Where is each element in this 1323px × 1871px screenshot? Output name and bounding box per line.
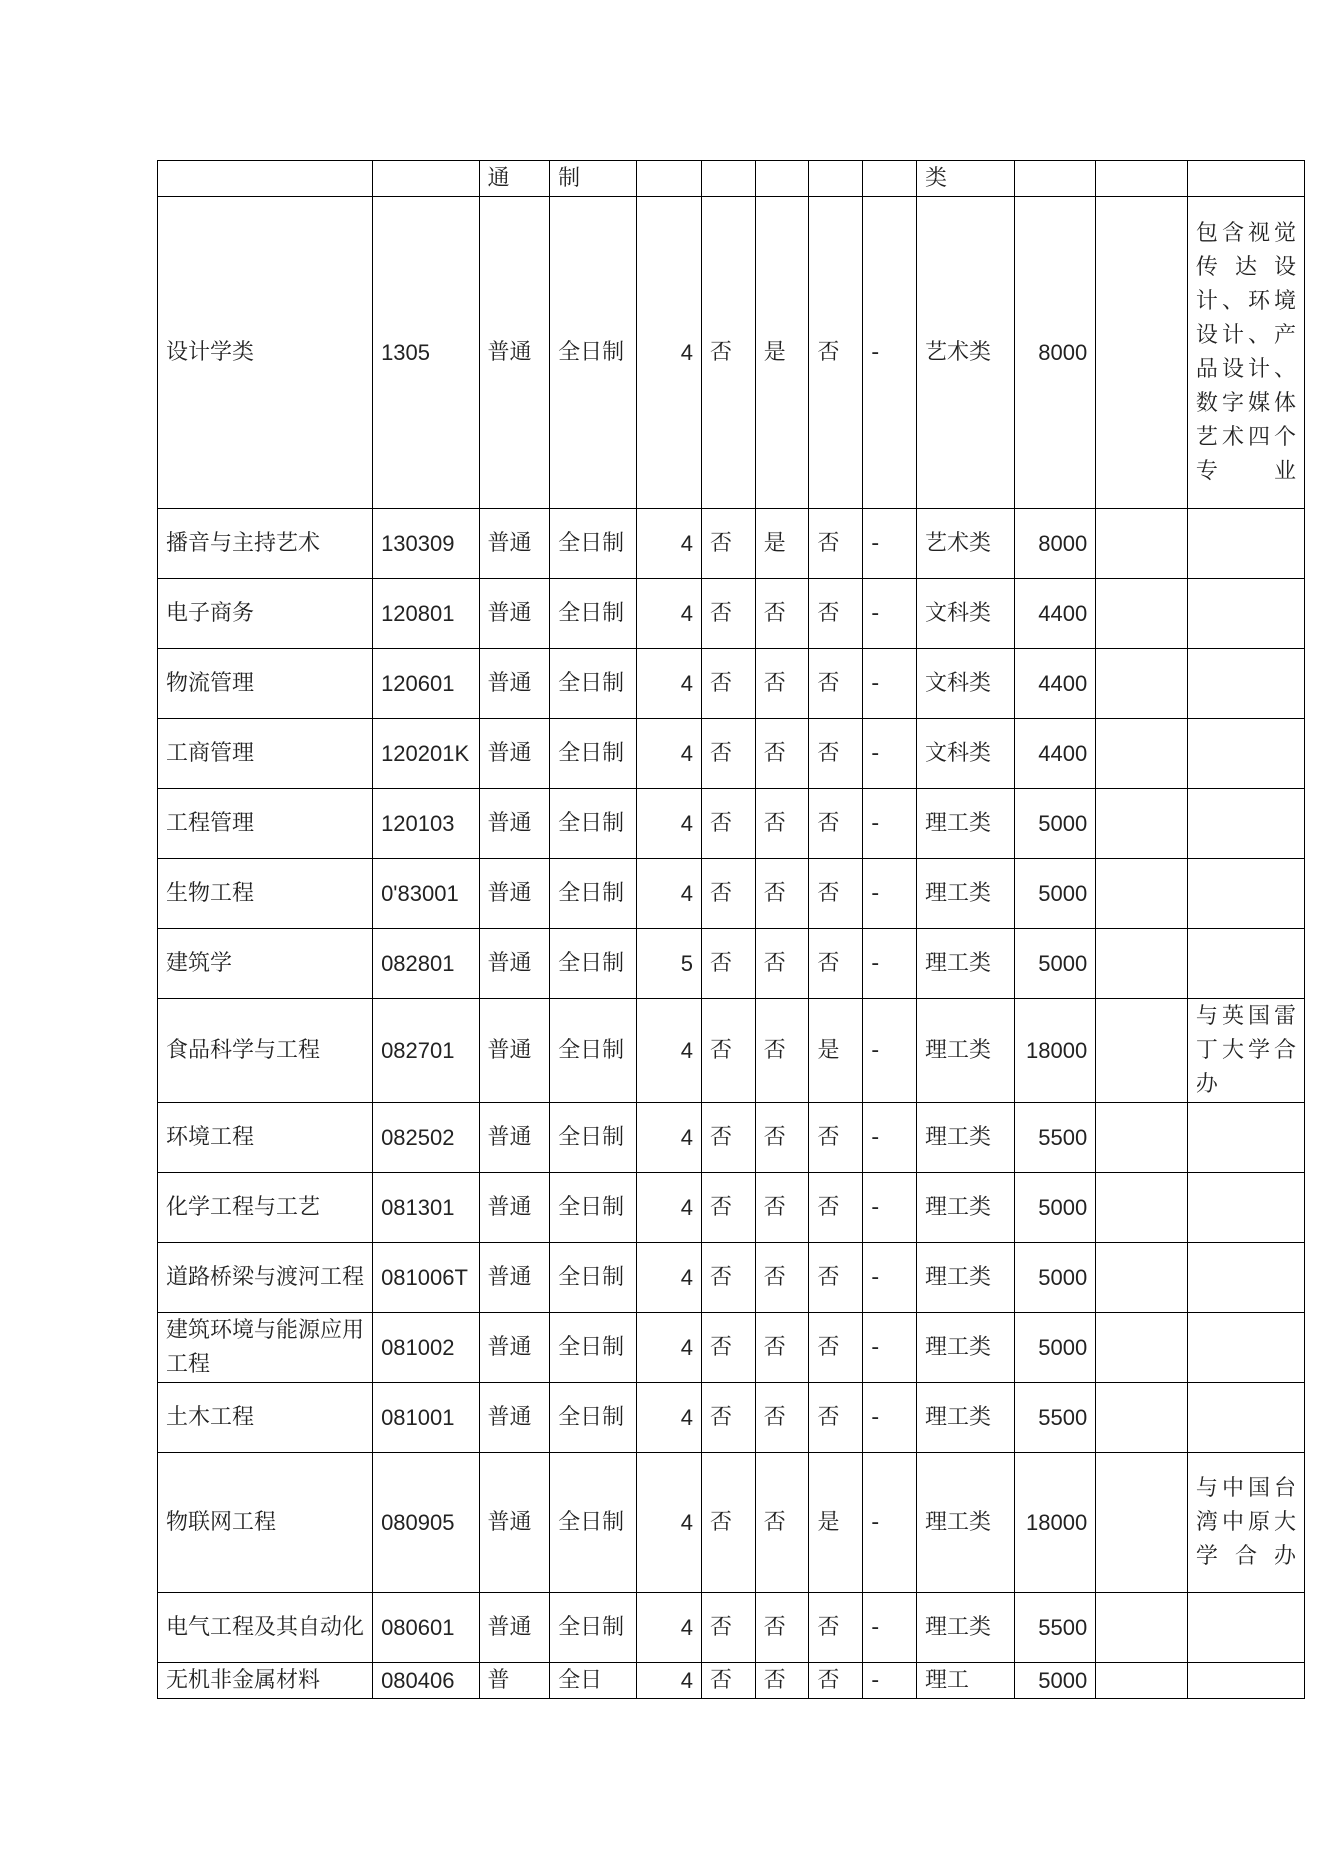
cell-years: 4 bbox=[636, 1593, 701, 1663]
cell-form: 全日制 bbox=[550, 999, 636, 1103]
cell-empty bbox=[1096, 1103, 1188, 1173]
cell-note bbox=[1187, 859, 1304, 929]
cell-fee: 5000 bbox=[1015, 929, 1096, 999]
cell-fee: 8000 bbox=[1015, 509, 1096, 579]
cell-empty bbox=[1096, 1453, 1188, 1593]
cell-flag-4: - bbox=[863, 1103, 917, 1173]
cell-flag-2: 否 bbox=[755, 859, 809, 929]
cell-flag-4: - bbox=[863, 509, 917, 579]
cell-note bbox=[1187, 1593, 1304, 1663]
cell-flag-2 bbox=[755, 161, 809, 197]
cell-flag-4: - bbox=[863, 859, 917, 929]
cell-flag-3: 是 bbox=[809, 999, 863, 1103]
cell-note bbox=[1187, 1243, 1304, 1313]
table-row bbox=[158, 859, 1305, 929]
cell-level: 普通 bbox=[479, 509, 550, 579]
cell-flag-1: 否 bbox=[701, 1243, 755, 1313]
cell-note bbox=[1187, 1313, 1304, 1383]
cell-name: 工商管理 bbox=[158, 719, 373, 789]
cell-note bbox=[1187, 1103, 1304, 1173]
cell-name: 建筑学 bbox=[158, 929, 373, 999]
cell-flag-2: 否 bbox=[755, 719, 809, 789]
cell-flag-1: 否 bbox=[701, 929, 755, 999]
cell-name: 工程管理 bbox=[158, 789, 373, 859]
cell-flag-4: - bbox=[863, 1663, 917, 1699]
cell-form: 全日制 bbox=[550, 789, 636, 859]
cell-category: 文科类 bbox=[917, 719, 1015, 789]
cell-level: 普通 bbox=[479, 1243, 550, 1313]
cell-fee: 8000 bbox=[1015, 197, 1096, 509]
cell-fee: 5000 bbox=[1015, 789, 1096, 859]
cell-level: 普通 bbox=[479, 999, 550, 1103]
cell-empty bbox=[1096, 929, 1188, 999]
cell-name bbox=[158, 161, 373, 197]
cell-flag-4: - bbox=[863, 789, 917, 859]
cell-flag-4: - bbox=[863, 719, 917, 789]
cell-name: 无机非金属材料 bbox=[158, 1663, 373, 1699]
table-row bbox=[158, 999, 1305, 1103]
cell-code: 081001 bbox=[373, 1383, 479, 1453]
cell-form: 全日制 bbox=[550, 1593, 636, 1663]
cell-form: 制 bbox=[550, 161, 636, 197]
cell-fee: 5000 bbox=[1015, 1243, 1096, 1313]
cell-form: 全日制 bbox=[550, 509, 636, 579]
cell-flag-2: 否 bbox=[755, 1453, 809, 1593]
cell-code: 120601 bbox=[373, 649, 479, 719]
cell-flag-2: 否 bbox=[755, 1173, 809, 1243]
cell-category: 理工类 bbox=[917, 999, 1015, 1103]
cell-note: 包含视觉传达设计、环境设计、产品设计、数字媒体艺术四个专业 bbox=[1187, 197, 1304, 509]
table-row bbox=[158, 1383, 1305, 1453]
cell-form: 全日制 bbox=[550, 1243, 636, 1313]
cell-level: 普通 bbox=[479, 579, 550, 649]
cell-flag-4: - bbox=[863, 197, 917, 509]
cell-flag-1: 否 bbox=[701, 1383, 755, 1453]
cell-years: 4 bbox=[636, 1453, 701, 1593]
cell-code: 081002 bbox=[373, 1313, 479, 1383]
cell-flag-3: 否 bbox=[809, 1103, 863, 1173]
cell-flag-1: 否 bbox=[701, 579, 755, 649]
cell-note bbox=[1187, 1383, 1304, 1453]
cell-category: 理工类 bbox=[917, 1383, 1015, 1453]
cell-flag-4: - bbox=[863, 579, 917, 649]
cell-category: 理工类 bbox=[917, 789, 1015, 859]
cell-flag-3: 否 bbox=[809, 1593, 863, 1663]
cell-level: 通 bbox=[479, 161, 550, 197]
cell-fee: 4400 bbox=[1015, 649, 1096, 719]
cell-code: 120103 bbox=[373, 789, 479, 859]
table-row bbox=[158, 789, 1305, 859]
cell-flag-2: 是 bbox=[755, 197, 809, 509]
cell-flag-4: - bbox=[863, 1453, 917, 1593]
table-row bbox=[158, 719, 1305, 789]
cell-flag-1: 否 bbox=[701, 1173, 755, 1243]
cell-level: 普通 bbox=[479, 1383, 550, 1453]
cell-flag-3: 否 bbox=[809, 719, 863, 789]
cell-form: 全日制 bbox=[550, 649, 636, 719]
table-row bbox=[158, 1243, 1305, 1313]
cell-flag-3: 否 bbox=[809, 509, 863, 579]
cell-flag-4: - bbox=[863, 649, 917, 719]
cell-category: 文科类 bbox=[917, 579, 1015, 649]
cell-years: 4 bbox=[636, 1103, 701, 1173]
cell-flag-1: 否 bbox=[701, 1103, 755, 1173]
cell-level: 普通 bbox=[479, 929, 550, 999]
cell-form: 全日制 bbox=[550, 1173, 636, 1243]
table-row-continuation bbox=[158, 161, 1305, 197]
table-row bbox=[158, 509, 1305, 579]
cell-name: 物流管理 bbox=[158, 649, 373, 719]
cell-note bbox=[1187, 719, 1304, 789]
cell-form: 全日制 bbox=[550, 197, 636, 509]
cell-name: 建筑环境与能源应用工程 bbox=[158, 1313, 373, 1383]
cell-flag-3: 否 bbox=[809, 1663, 863, 1699]
cell-name: 设计学类 bbox=[158, 197, 373, 509]
cell-empty bbox=[1096, 579, 1188, 649]
cell-fee: 5500 bbox=[1015, 1593, 1096, 1663]
table-row bbox=[158, 649, 1305, 719]
cell-level: 普通 bbox=[479, 789, 550, 859]
cell-flag-4: - bbox=[863, 1173, 917, 1243]
cell-empty bbox=[1096, 197, 1188, 509]
cell-years: 4 bbox=[636, 999, 701, 1103]
cell-flag-1: 否 bbox=[701, 1663, 755, 1699]
cell-flag-3: 否 bbox=[809, 1243, 863, 1313]
table-row bbox=[158, 929, 1305, 999]
cell-note: 与中国台湾中原大学合办 bbox=[1187, 1453, 1304, 1593]
table-row bbox=[158, 1103, 1305, 1173]
cell-flag-1: 否 bbox=[701, 197, 755, 509]
cell-name: 化学工程与工艺 bbox=[158, 1173, 373, 1243]
cell-code: 081006T bbox=[373, 1243, 479, 1313]
cell-flag-1: 否 bbox=[701, 789, 755, 859]
cell-years: 4 bbox=[636, 197, 701, 509]
cell-flag-2: 是 bbox=[755, 509, 809, 579]
cell-form: 全日制 bbox=[550, 929, 636, 999]
cell-years: 4 bbox=[636, 1243, 701, 1313]
cell-flag-1 bbox=[701, 161, 755, 197]
cell-fee: 5000 bbox=[1015, 1313, 1096, 1383]
cell-fee: 18000 bbox=[1015, 1453, 1096, 1593]
cell-level: 普通 bbox=[479, 649, 550, 719]
cell-flag-1: 否 bbox=[701, 719, 755, 789]
program-table bbox=[157, 160, 1305, 1699]
cell-flag-3: 否 bbox=[809, 579, 863, 649]
cell-fee: 18000 bbox=[1015, 999, 1096, 1103]
cell-category: 理工 bbox=[917, 1663, 1015, 1699]
cell-fee: 5000 bbox=[1015, 1663, 1096, 1699]
cell-flag-4: - bbox=[863, 1593, 917, 1663]
cell-form: 全日制 bbox=[550, 1383, 636, 1453]
cell-form: 全日制 bbox=[550, 859, 636, 929]
cell-years: 4 bbox=[636, 579, 701, 649]
cell-note bbox=[1187, 509, 1304, 579]
cell-note bbox=[1187, 1663, 1304, 1699]
table-row bbox=[158, 1313, 1305, 1383]
cell-flag-2: 否 bbox=[755, 789, 809, 859]
cell-flag-1: 否 bbox=[701, 509, 755, 579]
cell-flag-4: - bbox=[863, 999, 917, 1103]
cell-flag-1: 否 bbox=[701, 999, 755, 1103]
cell-name: 物联网工程 bbox=[158, 1453, 373, 1593]
cell-level: 普通 bbox=[479, 1313, 550, 1383]
cell-empty bbox=[1096, 1593, 1188, 1663]
cell-flag-2: 否 bbox=[755, 1313, 809, 1383]
cell-level: 普通 bbox=[479, 1453, 550, 1593]
cell-years: 4 bbox=[636, 719, 701, 789]
cell-category: 艺术类 bbox=[917, 197, 1015, 509]
cell-category: 文科类 bbox=[917, 649, 1015, 719]
cell-flag-3: 否 bbox=[809, 1313, 863, 1383]
cell-years: 4 bbox=[636, 1313, 701, 1383]
cell-category: 理工类 bbox=[917, 859, 1015, 929]
cell-form: 全日 bbox=[550, 1663, 636, 1699]
cell-name: 播音与主持艺术 bbox=[158, 509, 373, 579]
cell-category: 理工类 bbox=[917, 1453, 1015, 1593]
cell-note bbox=[1187, 161, 1304, 197]
cell-level: 普通 bbox=[479, 1103, 550, 1173]
cell-flag-4: - bbox=[863, 1243, 917, 1313]
cell-empty bbox=[1096, 1243, 1188, 1313]
cell-flag-3: 否 bbox=[809, 859, 863, 929]
cell-fee: 5500 bbox=[1015, 1383, 1096, 1453]
table-row bbox=[158, 579, 1305, 649]
cell-empty bbox=[1096, 1663, 1188, 1699]
cell-flag-2: 否 bbox=[755, 999, 809, 1103]
cell-empty bbox=[1096, 999, 1188, 1103]
cell-code: 130309 bbox=[373, 509, 479, 579]
cell-flag-3: 否 bbox=[809, 1383, 863, 1453]
cell-code: 082701 bbox=[373, 999, 479, 1103]
cell-category: 理工类 bbox=[917, 1313, 1015, 1383]
cell-flag-1: 否 bbox=[701, 859, 755, 929]
cell-form: 全日制 bbox=[550, 579, 636, 649]
cell-flag-3: 否 bbox=[809, 649, 863, 719]
cell-fee: 5500 bbox=[1015, 1103, 1096, 1173]
cell-empty bbox=[1096, 509, 1188, 579]
cell-flag-1: 否 bbox=[701, 649, 755, 719]
cell-code: 080601 bbox=[373, 1593, 479, 1663]
cell-form: 全日制 bbox=[550, 1453, 636, 1593]
cell-code: 081301 bbox=[373, 1173, 479, 1243]
cell-empty bbox=[1096, 161, 1188, 197]
table-row bbox=[158, 197, 1305, 509]
cell-years: 4 bbox=[636, 649, 701, 719]
cell-empty bbox=[1096, 789, 1188, 859]
cell-code: 080905 bbox=[373, 1453, 479, 1593]
cell-category: 理工类 bbox=[917, 1243, 1015, 1313]
cell-flag-2: 否 bbox=[755, 1383, 809, 1453]
cell-name: 食品科学与工程 bbox=[158, 999, 373, 1103]
cell-level: 普 bbox=[479, 1663, 550, 1699]
cell-years: 4 bbox=[636, 1383, 701, 1453]
cell-form: 全日制 bbox=[550, 719, 636, 789]
cell-code: 080406 bbox=[373, 1663, 479, 1699]
table-row bbox=[158, 1593, 1305, 1663]
cell-fee bbox=[1015, 161, 1096, 197]
cell-name: 电气工程及其自动化 bbox=[158, 1593, 373, 1663]
cell-flag-2: 否 bbox=[755, 649, 809, 719]
cell-name: 生物工程 bbox=[158, 859, 373, 929]
cell-flag-1: 否 bbox=[701, 1453, 755, 1593]
cell-flag-3: 否 bbox=[809, 929, 863, 999]
cell-category: 理工类 bbox=[917, 1593, 1015, 1663]
cell-level: 普通 bbox=[479, 1593, 550, 1663]
cell-category: 类 bbox=[917, 161, 1015, 197]
table-row bbox=[158, 1663, 1305, 1699]
cell-years: 5 bbox=[636, 929, 701, 999]
cell-flag-4: - bbox=[863, 1313, 917, 1383]
cell-note bbox=[1187, 1173, 1304, 1243]
cell-fee: 4400 bbox=[1015, 719, 1096, 789]
cell-flag-2: 否 bbox=[755, 579, 809, 649]
cell-empty bbox=[1096, 719, 1188, 789]
cell-code: 082801 bbox=[373, 929, 479, 999]
cell-name: 环境工程 bbox=[158, 1103, 373, 1173]
table-row bbox=[158, 1453, 1305, 1593]
cell-empty bbox=[1096, 1173, 1188, 1243]
cell-note bbox=[1187, 579, 1304, 649]
cell-flag-4 bbox=[863, 161, 917, 197]
cell-code: 082502 bbox=[373, 1103, 479, 1173]
cell-level: 普通 bbox=[479, 719, 550, 789]
cell-flag-3: 是 bbox=[809, 1453, 863, 1593]
cell-fee: 5000 bbox=[1015, 859, 1096, 929]
cell-note bbox=[1187, 929, 1304, 999]
cell-years bbox=[636, 161, 701, 197]
cell-years: 4 bbox=[636, 789, 701, 859]
cell-code: 0'83001 bbox=[373, 859, 479, 929]
cell-flag-2: 否 bbox=[755, 929, 809, 999]
cell-level: 普通 bbox=[479, 1173, 550, 1243]
cell-level: 普通 bbox=[479, 197, 550, 509]
cell-years: 4 bbox=[636, 1173, 701, 1243]
cell-code: 120201K bbox=[373, 719, 479, 789]
cell-fee: 5000 bbox=[1015, 1173, 1096, 1243]
cell-flag-2: 否 bbox=[755, 1243, 809, 1313]
cell-form: 全日制 bbox=[550, 1313, 636, 1383]
cell-flag-3: 否 bbox=[809, 1173, 863, 1243]
cell-flag-4: - bbox=[863, 929, 917, 999]
cell-flag-2: 否 bbox=[755, 1103, 809, 1173]
cell-flag-1: 否 bbox=[701, 1313, 755, 1383]
cell-empty bbox=[1096, 649, 1188, 719]
cell-flag-3: 否 bbox=[809, 789, 863, 859]
cell-note: 与英国雷丁大学合办 bbox=[1187, 999, 1304, 1103]
cell-code bbox=[373, 161, 479, 197]
cell-category: 理工类 bbox=[917, 1103, 1015, 1173]
cell-empty bbox=[1096, 859, 1188, 929]
cell-category: 理工类 bbox=[917, 1173, 1015, 1243]
cell-flag-2: 否 bbox=[755, 1593, 809, 1663]
table-row bbox=[158, 1173, 1305, 1243]
cell-years: 4 bbox=[636, 1663, 701, 1699]
cell-category: 理工类 bbox=[917, 929, 1015, 999]
cell-form: 全日制 bbox=[550, 1103, 636, 1173]
cell-flag-2: 否 bbox=[755, 1663, 809, 1699]
cell-name: 电子商务 bbox=[158, 579, 373, 649]
cell-code: 1305 bbox=[373, 197, 479, 509]
cell-name: 道路桥梁与渡河工程 bbox=[158, 1243, 373, 1313]
cell-note bbox=[1187, 649, 1304, 719]
cell-years: 4 bbox=[636, 509, 701, 579]
cell-level: 普通 bbox=[479, 859, 550, 929]
cell-note bbox=[1187, 789, 1304, 859]
cell-fee: 4400 bbox=[1015, 579, 1096, 649]
cell-flag-3 bbox=[809, 161, 863, 197]
cell-category: 艺术类 bbox=[917, 509, 1015, 579]
cell-empty bbox=[1096, 1383, 1188, 1453]
cell-name: 土木工程 bbox=[158, 1383, 373, 1453]
cell-flag-4: - bbox=[863, 1383, 917, 1453]
cell-flag-1: 否 bbox=[701, 1593, 755, 1663]
cell-years: 4 bbox=[636, 859, 701, 929]
cell-code: 120801 bbox=[373, 579, 479, 649]
cell-empty bbox=[1096, 1313, 1188, 1383]
cell-flag-3: 否 bbox=[809, 197, 863, 509]
